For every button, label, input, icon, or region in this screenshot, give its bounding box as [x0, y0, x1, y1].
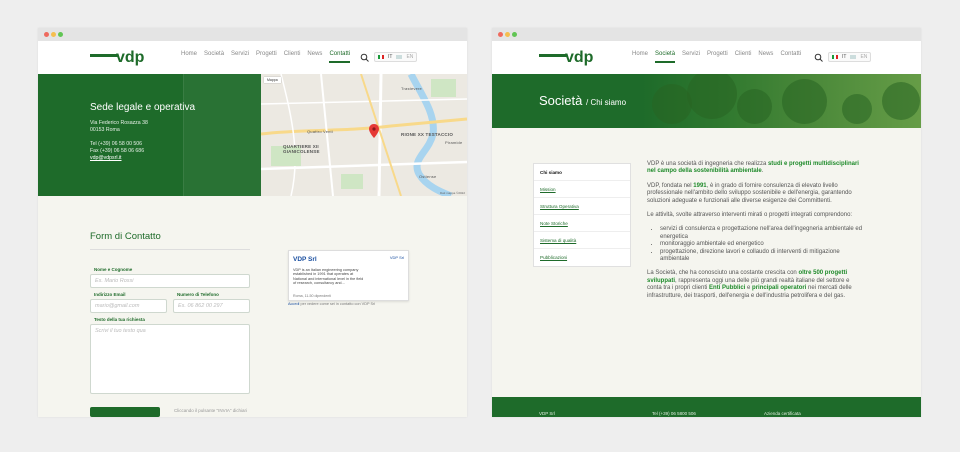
nav-contatti[interactable]: Contatti — [780, 51, 802, 57]
card-description: VDP is an Italian engineering company established in 1991 that operates at National and international level in the field of research, consultancy and... — [293, 268, 364, 286]
browser-window-contatti — [38, 28, 467, 417]
uk-flag-icon — [850, 55, 856, 59]
name-field[interactable]: Es. Mario Rossi — [90, 274, 250, 288]
footer-company: VDP Srl — [539, 411, 555, 416]
side-item-struttura-operativa[interactable]: Struttura Operativa — [534, 198, 630, 215]
telephone: Tel (+39) 06 58 00 506 — [90, 141, 143, 147]
map-label-gianicolense: QUARTIERE XII GIANICOLENSE — [283, 144, 320, 154]
privacy-text: Cliccando il pulsante "INVIA" dichiari — [174, 408, 247, 413]
italy-flag-icon — [832, 55, 838, 59]
search-icon[interactable] — [360, 53, 370, 63]
page-subtitle: / Chi siamo — [586, 98, 627, 107]
language-switcher[interactable] — [828, 52, 871, 62]
message-textarea[interactable]: Scrivi il tuo testo qua — [90, 324, 250, 394]
card-login-link[interactable]: Accedi — [288, 302, 300, 306]
italy-flag-icon — [378, 55, 384, 59]
nav-clienti[interactable]: Clienti — [734, 51, 752, 57]
vdp-logo[interactable] — [539, 47, 609, 67]
side-item-note-storiche[interactable]: Note Storiche — [534, 215, 630, 232]
contact-hero — [38, 74, 467, 196]
map-label-quattro-venti: Quattro Venti — [307, 129, 333, 134]
close-dot[interactable] — [498, 32, 503, 37]
footer-certification: Azienda certificata — [764, 411, 801, 416]
submit-button[interactable] — [90, 407, 160, 417]
browser-window-societa — [492, 28, 921, 417]
nav-news[interactable]: News — [307, 51, 323, 57]
card-company-name[interactable]: VDP Srl — [293, 256, 317, 263]
hero-pattern — [183, 74, 261, 196]
activities-list — [660, 226, 865, 263]
page-title — [539, 93, 626, 108]
address-line-2: 00153 Roma — [90, 127, 120, 133]
nav-societa[interactable]: Società — [204, 51, 225, 57]
nav-progetti[interactable]: Progetti — [256, 51, 277, 57]
about-content — [647, 161, 865, 307]
page-title-main: Società — [539, 93, 583, 108]
lang-en[interactable]: EN — [406, 54, 414, 60]
fax: Fax (+39) 06 58 06 686 — [90, 148, 145, 154]
card-logo-image: VDP Srl — [389, 255, 404, 260]
email-link[interactable]: vdp@vdpsrl.it — [90, 155, 122, 161]
map-type-toggle[interactable]: Mappa — [264, 77, 281, 83]
nav-contatti[interactable]: Contatti — [329, 51, 350, 62]
lang-en[interactable]: EN — [860, 54, 868, 60]
name-label: Nome e Cognome — [94, 267, 133, 272]
nav-servizi[interactable]: Servizi — [231, 51, 250, 57]
main-nav — [632, 51, 801, 62]
nav-home[interactable]: Home — [632, 51, 649, 57]
phone-field[interactable]: Es. 06 862 00 297 — [173, 299, 250, 313]
browser-titlebar — [492, 28, 921, 41]
site-header — [492, 41, 921, 74]
side-item-mission[interactable]: Mission — [534, 181, 630, 198]
email-label: Indirizzo Email — [94, 292, 126, 297]
maximize-dot[interactable] — [58, 32, 63, 37]
section-side-menu — [533, 163, 631, 267]
list-item: • progettazione, direzione lavori e collaudo di interventi di mitigazione ambientale — [660, 249, 865, 264]
card-login-note — [288, 302, 375, 306]
paragraph-founded: VDP, fondata nel 1991, è in grado di fornire consulenza di elevato livello professionale nell'ambito dello sviluppo sostenibile e dell'energia, garantendo soluzioni adeguate e funzionali alle diverse esigenze dei Committenti. — [647, 182, 852, 204]
vdp-logo[interactable] — [90, 47, 160, 67]
page-hero — [492, 74, 921, 128]
message-label: Testo della tua richiesta — [94, 317, 145, 322]
paragraph-growth: La Società, che ha conosciuto una costante crescita con oltre 500 progetti sviluppati, rappresenta oggi una delle più grandi realtà italiane del settore e conta tra i propri clienti Enti Pubblici e principali operatori nei mercati delle infrastrutture, dei trasporti, dell'energia e dell'industria petrolifera e del gas. — [647, 270, 852, 299]
logo-text: vdp — [116, 49, 145, 66]
language-switcher[interactable] — [374, 52, 417, 62]
map-label-piramide: Piramide — [445, 140, 463, 145]
card-login-text: per vedere come sei in contatto con VDP Srl — [300, 302, 376, 306]
search-icon[interactable] — [814, 53, 824, 63]
minimize-dot[interactable] — [51, 32, 56, 37]
address-line-1: Via Federico Rosazza 38 — [90, 120, 148, 126]
lang-it[interactable]: IT — [388, 54, 393, 60]
map-label-trastevere: Trastevere — [401, 86, 422, 91]
nav-societa[interactable]: Società — [655, 51, 675, 62]
side-item-sistema-qualita[interactable]: Sistema di qualità — [534, 232, 630, 249]
side-item-chi-siamo[interactable]: Chi siamo — [534, 164, 630, 181]
email-field[interactable]: mario@gmail.com — [90, 299, 167, 313]
address-block — [90, 120, 148, 162]
site-footer — [492, 397, 921, 417]
form-title: Form di Contatto — [90, 231, 161, 242]
site-header — [38, 41, 467, 74]
logo-text: vdp — [565, 49, 594, 66]
location-pin-icon[interactable] — [369, 124, 379, 138]
nav-home[interactable]: Home — [181, 51, 198, 57]
browser-titlebar — [38, 28, 467, 41]
google-map[interactable] — [261, 74, 467, 196]
form-divider — [90, 249, 250, 250]
minimize-dot[interactable] — [505, 32, 510, 37]
linkedin-company-card[interactable] — [288, 250, 409, 301]
list-item: • servizi di consulenza e progettazione nell'area dell'ingegneria ambientale ed energetica — [660, 226, 865, 241]
footer-telephone: Tel (+39) 06 5800 506 — [652, 411, 696, 416]
hero-title: Sede legale e operativa — [90, 102, 196, 113]
nav-servizi[interactable]: Servizi — [682, 51, 701, 57]
nav-progetti[interactable]: Progetti — [707, 51, 728, 57]
map-label-testaccio: RIONE XX TESTACCIO — [401, 132, 454, 137]
nav-news[interactable]: News — [758, 51, 774, 57]
phone-label: Numero di Telefono — [177, 292, 219, 297]
map-label-ostiense: Ostiense — [419, 174, 437, 179]
side-item-pubblicazioni[interactable]: Pubblicazioni — [540, 255, 568, 260]
paragraph-intro: VDP è una società di ingegneria che realizza studi e progetti multidisciplinari nel campo della sostenibilità ambientale. — [647, 161, 859, 175]
close-dot[interactable] — [44, 32, 49, 37]
card-meta: Roma, 11-50 dipendenti — [293, 294, 332, 298]
nav-clienti[interactable]: Clienti — [283, 51, 301, 57]
maximize-dot[interactable] — [512, 32, 517, 37]
uk-flag-icon — [396, 55, 402, 59]
paragraph-activities: Le attività, svolte attraverso interventi mirati o progetti integrati comprendono: — [647, 212, 853, 219]
main-nav — [181, 51, 350, 62]
map-credit: Dati mappa ©2022 — [439, 191, 465, 195]
list-item: • monitoraggio ambientale ed energetico — [660, 241, 865, 248]
forest-image — [642, 74, 921, 128]
lang-it[interactable]: IT — [842, 54, 847, 60]
